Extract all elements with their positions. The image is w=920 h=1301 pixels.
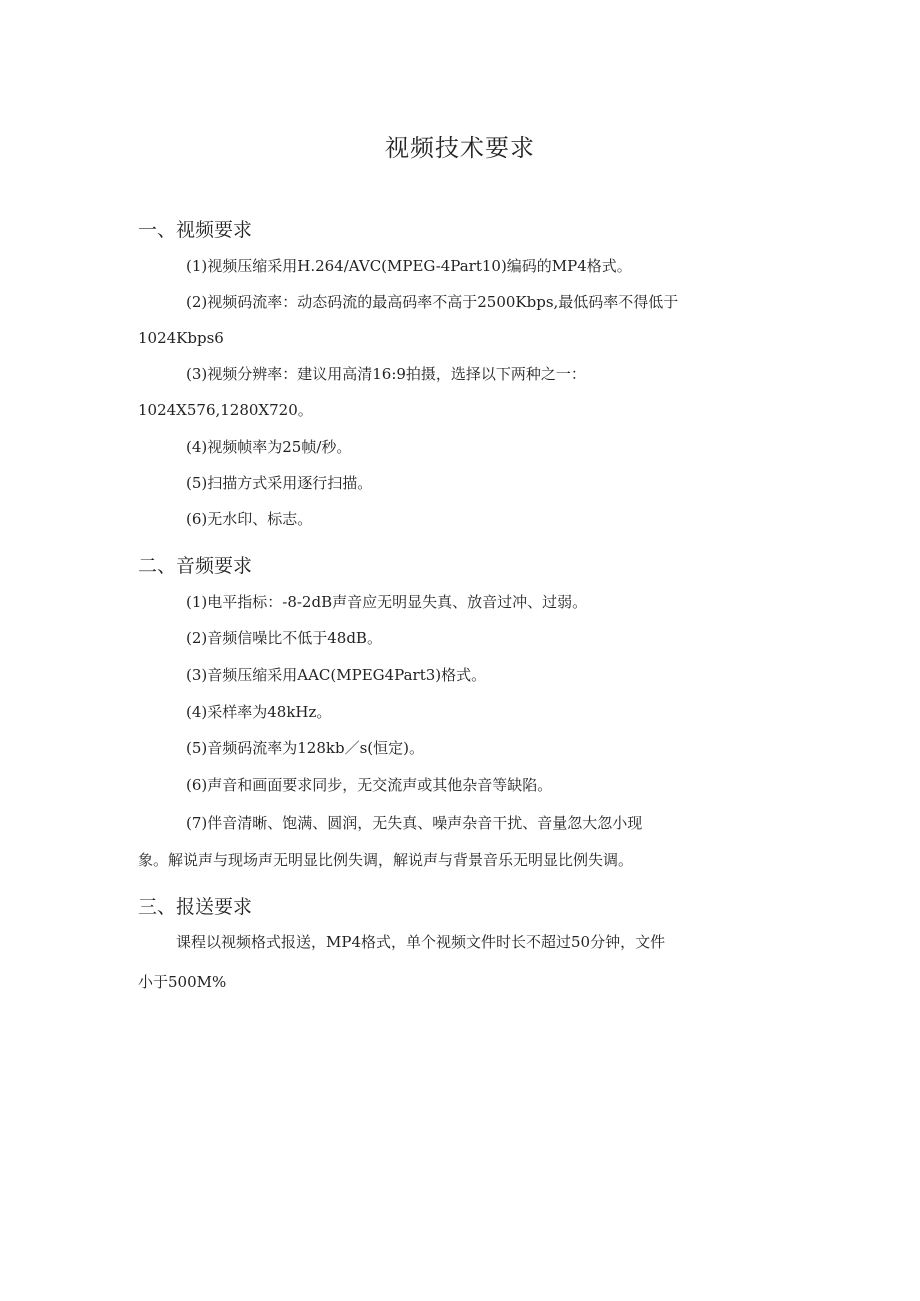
- section-heading-audio: 二、音频要求: [138, 555, 253, 577]
- video-item-6: (6)无水印、标志。: [186, 510, 313, 528]
- audio-item-6: (6)声音和画面要求同步，无交流声或其他杂音等缺陷。: [186, 776, 553, 794]
- video-item-3: (3)视频分辨率：建议用高清16:9拍摄，选择以下两种之一：: [186, 365, 586, 383]
- audio-item-1: (1)电平指标：-8-2dB声音应无明显失真、放音过冲、过弱。: [186, 593, 588, 611]
- video-item-2-cont: 1024Kbps6: [138, 329, 224, 347]
- audio-item-3: (3)音频压缩采用AAC(MPEG4Part3)格式。: [186, 666, 487, 684]
- audio-item-5: (5)音频码流率为128kb／s(恒定)。: [186, 739, 424, 757]
- audio-item-7: (7)伴音清晰、饱满、圆润，无失真、噪声杂音干扰、音量忽大忽小现: [186, 814, 643, 832]
- video-item-1: (1)视频压缩采用H.264/AVC(MPEG-4Part10)编码的MP4格式。: [186, 257, 632, 275]
- section-heading-submission: 三、报送要求: [138, 896, 253, 918]
- video-item-5: (5)扫描方式采用逐行扫描。: [186, 474, 373, 492]
- audio-item-4: (4)采样率为48kHz。: [186, 703, 332, 721]
- audio-item-7-cont: 象。解说声与现场声无明显比例失调，解说声与背景音乐无明显比例失调。: [138, 851, 634, 869]
- submission-text-cont: 小于500M%: [138, 973, 227, 991]
- video-item-3-cont: 1024X576,1280X720。: [138, 401, 313, 419]
- video-item-4: (4)视频帧率为25帧/秒。: [186, 438, 352, 456]
- audio-item-2: (2)音频信噪比不低于48dB。: [186, 629, 382, 647]
- submission-text: 课程以视频格式报送，MP4格式，单个视频文件时长不超过50分钟，文件: [176, 933, 666, 951]
- video-item-2: (2)视频码流率：动态码流的最高码率不高于2500Kbps,最低码率不得低于: [186, 293, 679, 311]
- section-heading-video: 一、视频要求: [138, 219, 253, 241]
- document-title: 视频技术要求: [385, 134, 535, 162]
